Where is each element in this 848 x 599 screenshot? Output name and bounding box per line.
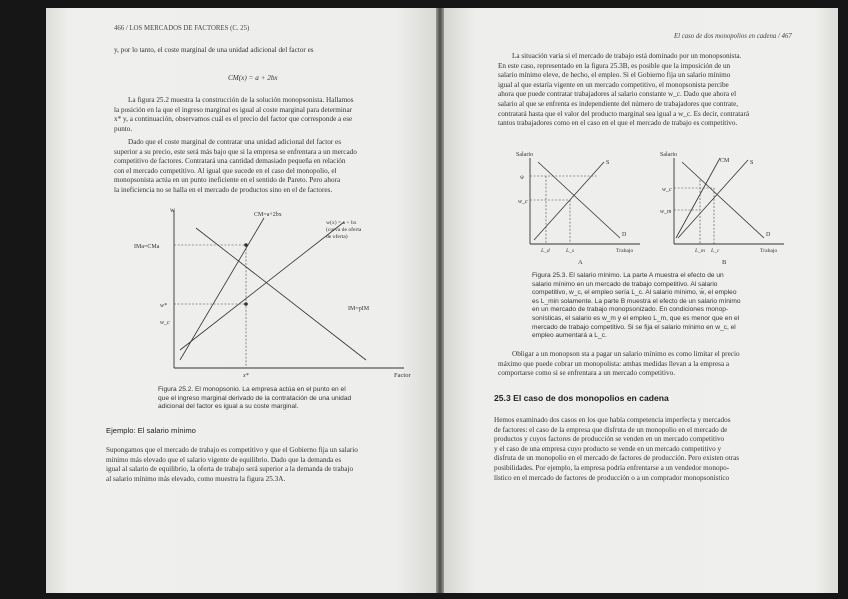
text-line: superior a su precio, este será más bajo que si la empresa se enfrentara a un mercado	[114, 147, 357, 156]
example-paragraph	[106, 446, 406, 484]
text-line: con el mercado competitivo. Al igual que sucede en el caso del monopolio, el	[114, 166, 337, 175]
caption-line: adicional del factor es igual a su coste marginal.	[158, 403, 299, 411]
caption-line: salario mínimo en un mercado de trabajo competitivo. Al salario	[532, 280, 718, 288]
optimum-point	[244, 243, 248, 247]
fig-a-y-axis-label: Salario	[516, 152, 533, 158]
caption-line: mercado de trabajo competitivo. Si se fija el salario mínimo en w_c, el	[532, 323, 736, 331]
caption-line: competitivo, w_c, el empleo sería L_c. Al salario mínimo, w̄, el empleo	[532, 289, 737, 297]
label-im: IM=pIM	[348, 306, 370, 312]
caption-line: empleo aumentará a L_c.	[532, 332, 607, 340]
text-line: al salario mínimo más elevado, como muestra la figura 25.3A.	[106, 474, 286, 483]
figure-25-3a	[512, 148, 652, 268]
text-line: x* y, a continuación, observamos cuál es el precio del factor que corresponde a ese	[114, 115, 353, 124]
fig-b-demand-curve	[682, 162, 764, 238]
supply-curve	[180, 222, 344, 350]
equation: CM(x) = a + 2bx	[228, 74, 278, 82]
figure-25-3b	[656, 148, 796, 268]
text-line: igual al que estaría vigente en un mercado competitivo, el monopsonista percibe	[498, 80, 729, 89]
fig-b-tick-wc: w_c	[662, 187, 672, 193]
fig-a-panel-label: A	[578, 259, 583, 266]
left-page-header: 466 / LOS MERCADOS DE FACTORES (C. 25)	[114, 25, 250, 32]
left-page	[46, 8, 436, 593]
intro-line: y, por lo tanto, el coste marginal de una unidad adicional del factor es	[114, 46, 314, 54]
wage-point	[244, 302, 248, 306]
text-line: y el caso de una empresa cuyo producto se vende en un mercado competitivo y	[494, 444, 722, 453]
text-line: productos y cuyos factores de producción se venden en un mercado competitivo	[494, 435, 725, 444]
label-supply-1: w(x) = a + bx	[326, 220, 357, 226]
fig-b-tick-lm: L_m	[695, 248, 705, 254]
fig-a-demand-curve	[538, 162, 620, 238]
text-line: tantos trabajadores como en el caso en el que el mercado de trabajo es competitivo.	[498, 119, 738, 128]
text-line: ahora que puede contratar trabajadores al salario constante w_c. Dado que ahora el	[498, 90, 737, 99]
fig-a-tick-ls: L_s	[566, 248, 575, 254]
fig-b-label-d: D	[766, 232, 771, 238]
fig-a-x-axis-label: Trabajo	[616, 248, 634, 254]
right-paragraph-3	[494, 416, 800, 483]
book-gutter	[436, 8, 444, 593]
left-paragraph-2	[114, 138, 406, 196]
text-line: En este caso, representado en la figura 25.3B, es posible que la imposición de un	[498, 61, 731, 70]
text-line: de factores: el caso de la empresa que disfruta de un monopolio en el mercado de	[494, 425, 728, 434]
right-paragraph-1	[498, 52, 798, 129]
fig-b-label-s: S	[750, 160, 754, 166]
text-line: punto.	[114, 124, 133, 133]
figure-25-3-caption	[532, 272, 792, 341]
y-tick-imacma: IMa=CMa	[134, 244, 160, 250]
section-title: 25.3 El caso de dos monopolios en cadena	[494, 393, 669, 403]
x-axis-label: Factor	[394, 372, 411, 379]
fig-b-supply-curve	[678, 160, 748, 238]
x-tick-xstar: x*	[243, 373, 249, 379]
text-line: monopsonista actúa en un punto ineficiente en el sentido de Pareto. Pero ahora	[114, 176, 341, 185]
text-line: competitivo de factores. Contratará una cantidad demasiado pequeña en relación	[114, 157, 346, 166]
text-line: lístico en el mercado de factores de producción o a un comprador monopsonístico	[494, 473, 730, 482]
right-page	[444, 8, 838, 593]
right-paragraph-2	[498, 350, 798, 379]
fig-b-tick-wm: w_m	[660, 209, 672, 215]
fig-a-tick-wc: w_c	[518, 199, 528, 205]
y-tick-wstar: w*	[160, 303, 168, 309]
fig-a-label-d: D	[622, 232, 627, 238]
text-line: la posición en la que el ingreso marginal es igual al coste marginal para determinar	[114, 105, 353, 114]
fig-b-panel-label: B	[722, 259, 727, 266]
text-line: disfruta de un monopolio en el mercado de factores de producción. Pero existen otras	[494, 454, 740, 463]
figure-25-2-monopsony	[104, 200, 414, 380]
text-line: igual al salario de equilibrio, la oferta de trabajo será superior a la demanda de trabajo	[106, 465, 354, 474]
label-supply-2: (curva de oferta	[326, 227, 362, 233]
fig-a-label-s: S	[606, 160, 610, 166]
figure-25-2-caption	[158, 386, 408, 412]
fig-a-tick-wbar: w̄	[520, 175, 525, 181]
text-line: máximo que puede cobrar un monopolista: ambas medidas llevan a la empresa a	[498, 359, 730, 368]
right-page-header: El caso de dos monopolios en cadena / 467	[674, 33, 792, 40]
text-line: Dado que el coste marginal de contratar una unidad adicional del factor es	[128, 138, 342, 146]
caption-line: en un mercado de trabajo monopsonizado. En condiciones monop-	[532, 306, 729, 314]
y-tick-wc: w_c	[160, 320, 170, 326]
label-supply-3: de oferta)	[326, 234, 348, 240]
caption-line: sonísticas, el salario es w_m y el empleo L_m, que es menor que en el	[532, 314, 740, 322]
fig-a-supply-curve	[534, 162, 604, 240]
caption-line: Figura 25.2. El monopsonio. La empresa actúa en el punto en el	[158, 386, 346, 393]
fig-b-label-cm: CM	[720, 158, 730, 164]
text-line: Hemos examinado dos casos en los que había competencia imperfecta y mercados	[494, 416, 731, 424]
text-line: mínimo más elevado que el salario vigente de equilibrio. Dado que la demanda es	[106, 455, 342, 464]
text-line: posibilidades. Por ejemplo, la empresa podría enfrentarse a un vendedor monopo-	[494, 463, 730, 472]
marginal-cost-curve	[180, 218, 264, 360]
text-line: comportarse como si se enfrentara a un mercado competitivo.	[498, 369, 676, 378]
text-line: Supongamos que el mercado de trabajo es competitivo y que el Gobierno fija un salario	[106, 446, 358, 454]
text-line: Obligar a un monopson sta a pagar un salario mínimo es como limitar el precio	[512, 350, 740, 358]
example-title: Ejemplo: El salario mínimo	[106, 426, 196, 435]
caption-line: Figura 25.3. El salario mínimo. La parte A muestra el efecto de un	[532, 272, 724, 279]
fig-a-tick-ld: L_d	[541, 248, 550, 254]
caption-line: que el ingreso marginal derivado de la contratación de una unidad	[158, 394, 352, 402]
text-line: La situación varía si el mercado de trabajo está dominado por un monopsonista.	[512, 52, 742, 60]
y-axis-label: w	[170, 206, 175, 214]
fig-b-x-axis-label: Trabajo	[760, 248, 778, 254]
label-cm: CM=a+2bx	[254, 212, 282, 218]
text-line: la ineficiencia no se halla en el mercado de productos sino en el de factores.	[114, 185, 333, 194]
fig-b-y-axis-label: Salario	[660, 152, 677, 158]
text-line: La figura 25.2 muestra la construcción de la solución monopsonista. Hallamos	[128, 96, 354, 104]
text-line: salario mínimo eleve, de hecho, el empleo. Si el Gobierno fija un salario mínimo	[498, 71, 731, 80]
marginal-revenue-curve	[196, 228, 366, 360]
text-line: contratará hasta que el valor del producto marginal sea igual a w_c. Es decir, contratará	[498, 109, 750, 118]
fig-b-tick-lc: L_c	[711, 248, 720, 254]
left-paragraph-1	[114, 96, 406, 134]
text-line: salario al que se enfrenta es independiente del número de trabajadores que contrate,	[498, 99, 739, 108]
caption-line: es L_min solamente. La parte B muestra el efecto de un salario mínimo	[532, 297, 741, 305]
